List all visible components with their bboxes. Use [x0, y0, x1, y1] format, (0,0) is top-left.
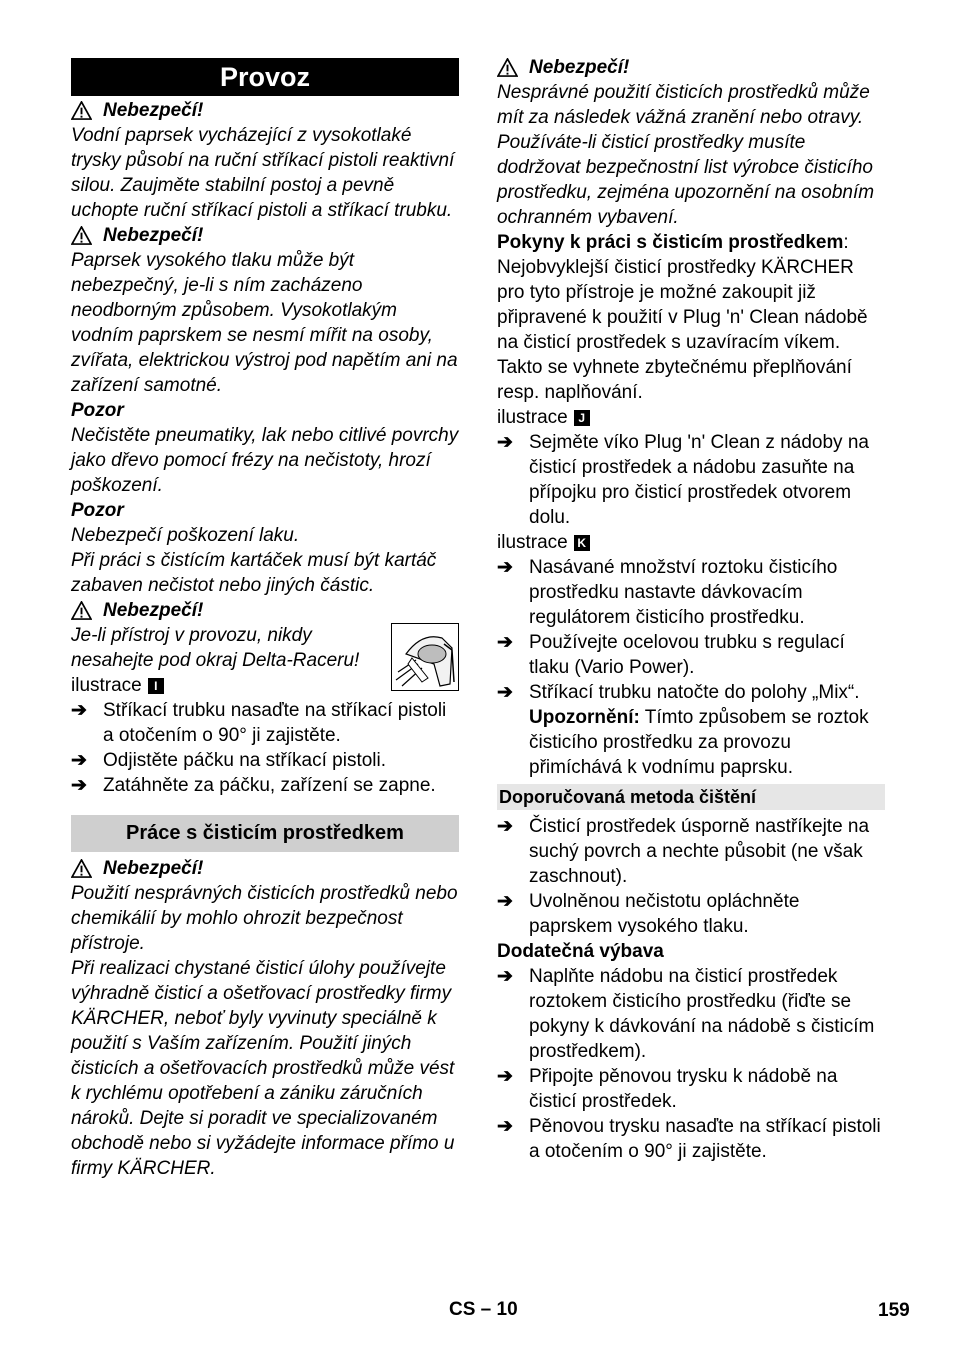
- right-arrow-icon: ➔: [497, 966, 513, 987]
- danger-text: Nesprávné použití čisticích prostředků může mít za následek vážná zranění nebo otravy.: [497, 82, 870, 128]
- cleaning-agent-instructions: Pokyny k práci s čisticím prostředkem:: [497, 232, 849, 253]
- right-arrow-icon: ➔: [71, 775, 87, 796]
- danger-text: Používáte-li čisticí prostředky musíte dodržovat bezpečnostní list výrobce čisticího prostředku, zejména upozornění na osobním ochranném vybavení.: [497, 132, 875, 228]
- right-arrow-icon: ➔: [497, 891, 513, 912]
- caution-text: Při práci s čistícím kartáček musí být kartáč zabaven nečistot nebo jiných částic.: [71, 550, 437, 596]
- figure-letter-badge: I: [148, 678, 164, 694]
- danger-heading: Nebezpečí!: [71, 856, 459, 881]
- caution-text: Nečistěte pneumatiky, lak nebo citlivé povrchy jako dřevo pomocí frézy na nečistoty, hrozí poškození.: [71, 425, 459, 496]
- instruction-step: ➔ Stříkací trubku natočte do polohy „Mix“. Upozornění: Tímto způsobem se roztok čisticího prostředku za provozu přimíchává k vodnímu paprsku.: [497, 680, 885, 780]
- delta-racer-thumbnail-image: [391, 623, 459, 691]
- instruction-step: ➔ Připojte pěnovou trysku k nádobě na čisticí prostředek.: [497, 1066, 838, 1112]
- caution-heading: Pozor: [71, 500, 124, 521]
- warning-triangle-icon: [71, 101, 92, 120]
- instruction-step: ➔ Odjistěte páčku na stříkací pistoli.: [71, 750, 387, 771]
- warning-triangle-icon: [497, 58, 518, 77]
- section-title-provoz: Provoz: [71, 58, 459, 96]
- subsection-title-method: Doporučovaná metoda čištění: [497, 784, 885, 810]
- danger-text: Při realizaci chystané čisticí úlohy používejte výhradně čisticí a ošetřovací prostředky firmy KÄRCHER, neboť byly vyvinuty speciálně k použití s Vaším zařízením. Použití jiných čisticích a ošetřovacích prostředků může vést k rychlému opotřebení a zániku záručních nároků. Dejte si poradit ve specializovaném obchodě nebo si vyžádejte informace přímo u firmy KÄRCHER.: [71, 958, 455, 1179]
- danger-heading: Nebezpečí!: [497, 55, 885, 80]
- instruction-step: ➔ Naplňte nádobu na čisticí prostředek roztokem čisticího prostředku (řiďte se pokyny k dávkování na nádobě s čisticím prostředkem).: [497, 966, 875, 1062]
- danger-with-figure: [71, 623, 459, 698]
- figure-reference: ilustrace K: [497, 530, 885, 555]
- figure-letter-badge: J: [574, 410, 590, 426]
- page-number: 159: [878, 1300, 910, 1321]
- danger-heading: Nebezpečí!: [71, 223, 459, 248]
- instruction-step: ➔ Sejměte víko Plug 'n' Clean z nádoby na čisticí prostředek a nádobu zasuňte na přípojku pro čisticí prostředek otvorem dolu.: [497, 432, 869, 528]
- danger-text: Je-li přístroj v provozu, nikdy nesahejte pod okraj Delta-Raceru!: [71, 625, 360, 671]
- right-arrow-icon: ➔: [497, 1116, 513, 1137]
- right-arrow-icon: ➔: [497, 432, 513, 453]
- right-arrow-icon: ➔: [497, 632, 513, 653]
- right-arrow-icon: ➔: [497, 816, 513, 837]
- cleaning-agent-instructions-text: Nejobvyklejší čisticí prostředky KÄRCHER pro tyto přístroje je možné zakoupit již připravené k použití v Plug 'n' Clean nádobě na čisticí prostředek s uzavíracím víkem. Takto se vyhnete zbytečnému přeplňování resp. naplňování.: [497, 257, 868, 403]
- instruction-step: ➔ Zatáhněte za páčku, zařízení se zapne.: [71, 775, 436, 796]
- caution-text: Nebezpečí poškození laku.: [71, 525, 300, 546]
- warning-triangle-icon: [71, 859, 92, 878]
- right-arrow-icon: ➔: [497, 1066, 513, 1087]
- instruction-step: ➔ Uvolněnou nečistotu opláchněte paprskem vysokého tlaku.: [497, 891, 800, 937]
- figure-reference: ilustrace I: [71, 673, 385, 698]
- warning-triangle-icon: [71, 226, 92, 245]
- note: Upozornění: Tímto způsobem se roztok čisticího prostředku za provozu přimíchává k vodnímu paprsku.: [529, 707, 869, 778]
- figure-reference: ilustrace J: [497, 405, 885, 430]
- instruction-step: ➔ Nasávané množství roztoku čisticího prostředku nastavte dávkovacím regulátorem čisticího prostředku.: [497, 557, 838, 628]
- danger-text: Vodní paprsek vycházející z vysokotlaké trysky působí na ruční stříkací pistoli reaktivní silou. Zaujměte stabilní postoj a pevně uchopte ruční stříkací pistoli a stříkací trubku.: [71, 125, 455, 221]
- instruction-step: ➔ Pěnovou trysku nasaďte na stříkací pistoli a otočením o 90° ji zajistěte.: [497, 1116, 881, 1162]
- instruction-step: ➔ Stříkací trubku nasaďte na stříkací pistoli a otočením o 90° ji zajistěte.: [71, 700, 447, 746]
- warning-triangle-icon: [71, 601, 92, 620]
- danger-text: Paprsek vysokého tlaku může být nebezpečný, je-li s ním zacházeno neodborným způsobem. Vysokotlakým vodním paprskem se nesmí mířit na osoby, zvířata, elektrickou výstroj pod napětím ani na zařízení samotné.: [71, 250, 458, 396]
- right-arrow-icon: ➔: [71, 750, 87, 771]
- instruction-step: ➔ Používejte ocelovou trubku s regulací tlaku (Vario Power).: [497, 632, 845, 678]
- left-column: [71, 55, 459, 1181]
- danger-heading: Nebezpečí!: [71, 98, 459, 123]
- right-arrow-icon: ➔: [71, 700, 87, 721]
- figure-letter-badge: K: [574, 535, 590, 551]
- accessories-heading: Dodatečná výbava: [497, 941, 664, 962]
- instruction-step: ➔ Čisticí prostředek úsporně nastříkejte na suchý povrch a nechte působit (ne však zaschnout).: [497, 816, 870, 887]
- footer-section-label: CS – 10: [449, 1299, 518, 1320]
- danger-heading: Nebezpečí!: [71, 598, 459, 623]
- right-column: [497, 55, 885, 1164]
- section-title-cleaning-agent: Práce s čisticím prostředkem: [71, 815, 459, 852]
- danger-text: Použití nesprávných čisticích prostředků nebo chemikálií by mohlo ohrozit bezpečnost přístroje.: [71, 883, 458, 954]
- right-arrow-icon: ➔: [497, 557, 513, 578]
- caution-heading: Pozor: [71, 400, 124, 421]
- right-arrow-icon: ➔: [497, 682, 513, 703]
